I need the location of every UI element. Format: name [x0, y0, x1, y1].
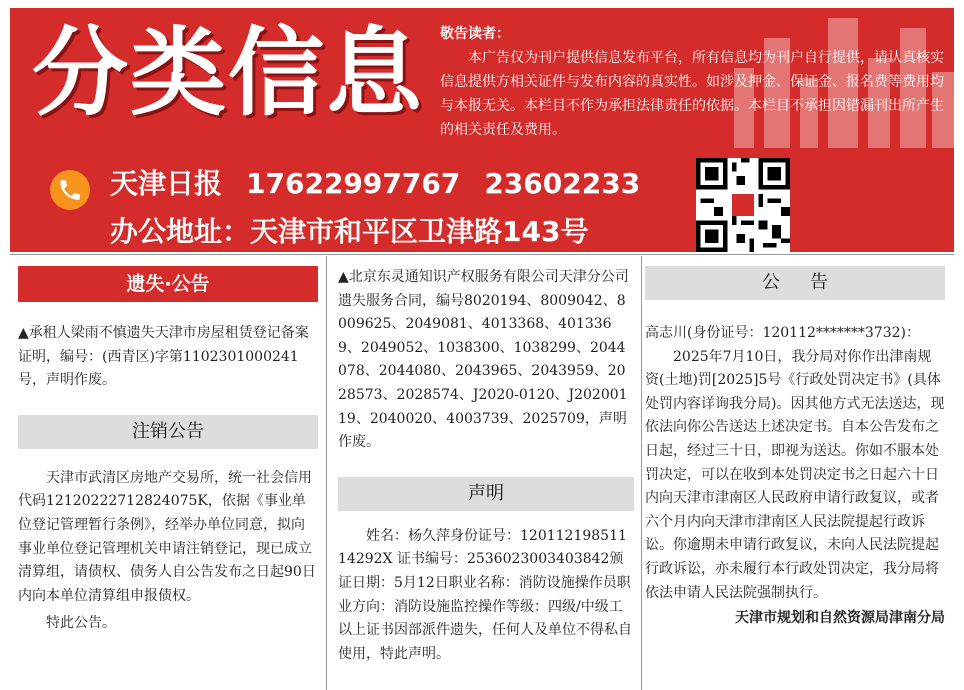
announcement-body: 2025年7月10日，我分局对你作出津南规资(土地)罚[2025]5号《行政处罚决定书》(具体处罚内容详询我分局)。因其他方式无法送达，现依法向你公告送达上述决定书。自本公告发布之日起，经过三十日，即视为送达。你如不服本处罚决定，可以在收到本处罚决定书之日起六十日内向天津市津南区人民政府申请行政复议，或者六个月内向天津市津南区人民法院提起行政诉讼。你逾期未申请行政复议，未向人民法院提起行政诉讼，亦未履行本行政处罚决定，我分局将依法申请人民法院强制执行。 — [645, 348, 945, 601]
notice-body: 本广告仅为刊户提供信息发布平台，所有信息均为刊户自行提供，请认真核实信息提供方相关证件与发布内容的真实性。如涉及押金、保证金、报名费等费用均与本报无关。本栏目不作为承担法律责任的依据。本栏目不承担因错漏刊出所产生的相关责任及费用。 — [440, 50, 944, 138]
cancellation-closing: 特此公告。 — [46, 615, 116, 632]
statement-heading: 声明 — [338, 477, 634, 511]
column-2 — [338, 260, 634, 690]
divider — [10, 254, 954, 255]
contract-loss-text: ▲北京东灵通知识产权服务有限公司天津分公司遗失服务合同，编号8020194、8009042、8009625、2049081、4013368、4013369、2049052、1038300、1038299、2044078、2044080、2043965、2043959、2028573、2028574、J2020-0120、J20200119、2040020、4003739、2025709，声明作废。 — [338, 269, 629, 451]
column-divider — [641, 256, 642, 690]
phone-line — [110, 162, 664, 206]
column-3 — [645, 260, 945, 690]
loss-notice-heading: 遗失·公告 — [18, 266, 318, 302]
page-title: 分类信息 — [32, 17, 424, 129]
cancellation-text: 天津市武清区房地产交易所，统一社会信用代码12120222712824075K，依据《事业单位登记管理暂行条例》，经举办单位同意，拟向事业单位登记管理机关申请注销登记，现已成立清算组，请债权、债务人自公告发布之日起90日内向本单位清算组申报债权。 — [18, 469, 316, 604]
office-address: 办公地址：天津市和平区卫津路143号 — [110, 215, 589, 248]
header-banner — [10, 8, 954, 252]
column-divider — [326, 256, 327, 690]
phone-number-2: 23602233 — [484, 167, 641, 200]
notice-heading: 敬告读者： — [440, 26, 510, 42]
qr-code — [696, 158, 790, 252]
reader-notice — [440, 22, 950, 142]
phone-icon — [50, 170, 90, 210]
cancellation-heading: 注销公告 — [18, 415, 318, 449]
phone-number-1: 17622997767 — [246, 167, 461, 200]
announcement-signature: 天津市规划和自然资源局津南分局 — [735, 610, 945, 627]
statement-text: 姓名：杨久萍身份证号：12011219851114292X 证书编号：2536023003403842颁证日期：5月12日职业名称：消防设施操作员职业方向：消防设施监控操作等级：四级/中级工以上证书因部派件遗失，任何人及单位不得私自使用，特此声明。 — [338, 527, 632, 662]
announcement-addressee: 高志川(身份证号：120112*******3732)： — [645, 325, 920, 341]
loss-notice-text: ▲承租人梁雨不慎遗失天津市房屋租赁登记备案证明，编号：(西青区)字第1102301000241号，声明作废。 — [18, 325, 309, 389]
announcement-heading: 公告 — [645, 266, 945, 300]
column-1 — [18, 260, 318, 690]
newspaper-name: 天津日报 — [110, 167, 223, 200]
